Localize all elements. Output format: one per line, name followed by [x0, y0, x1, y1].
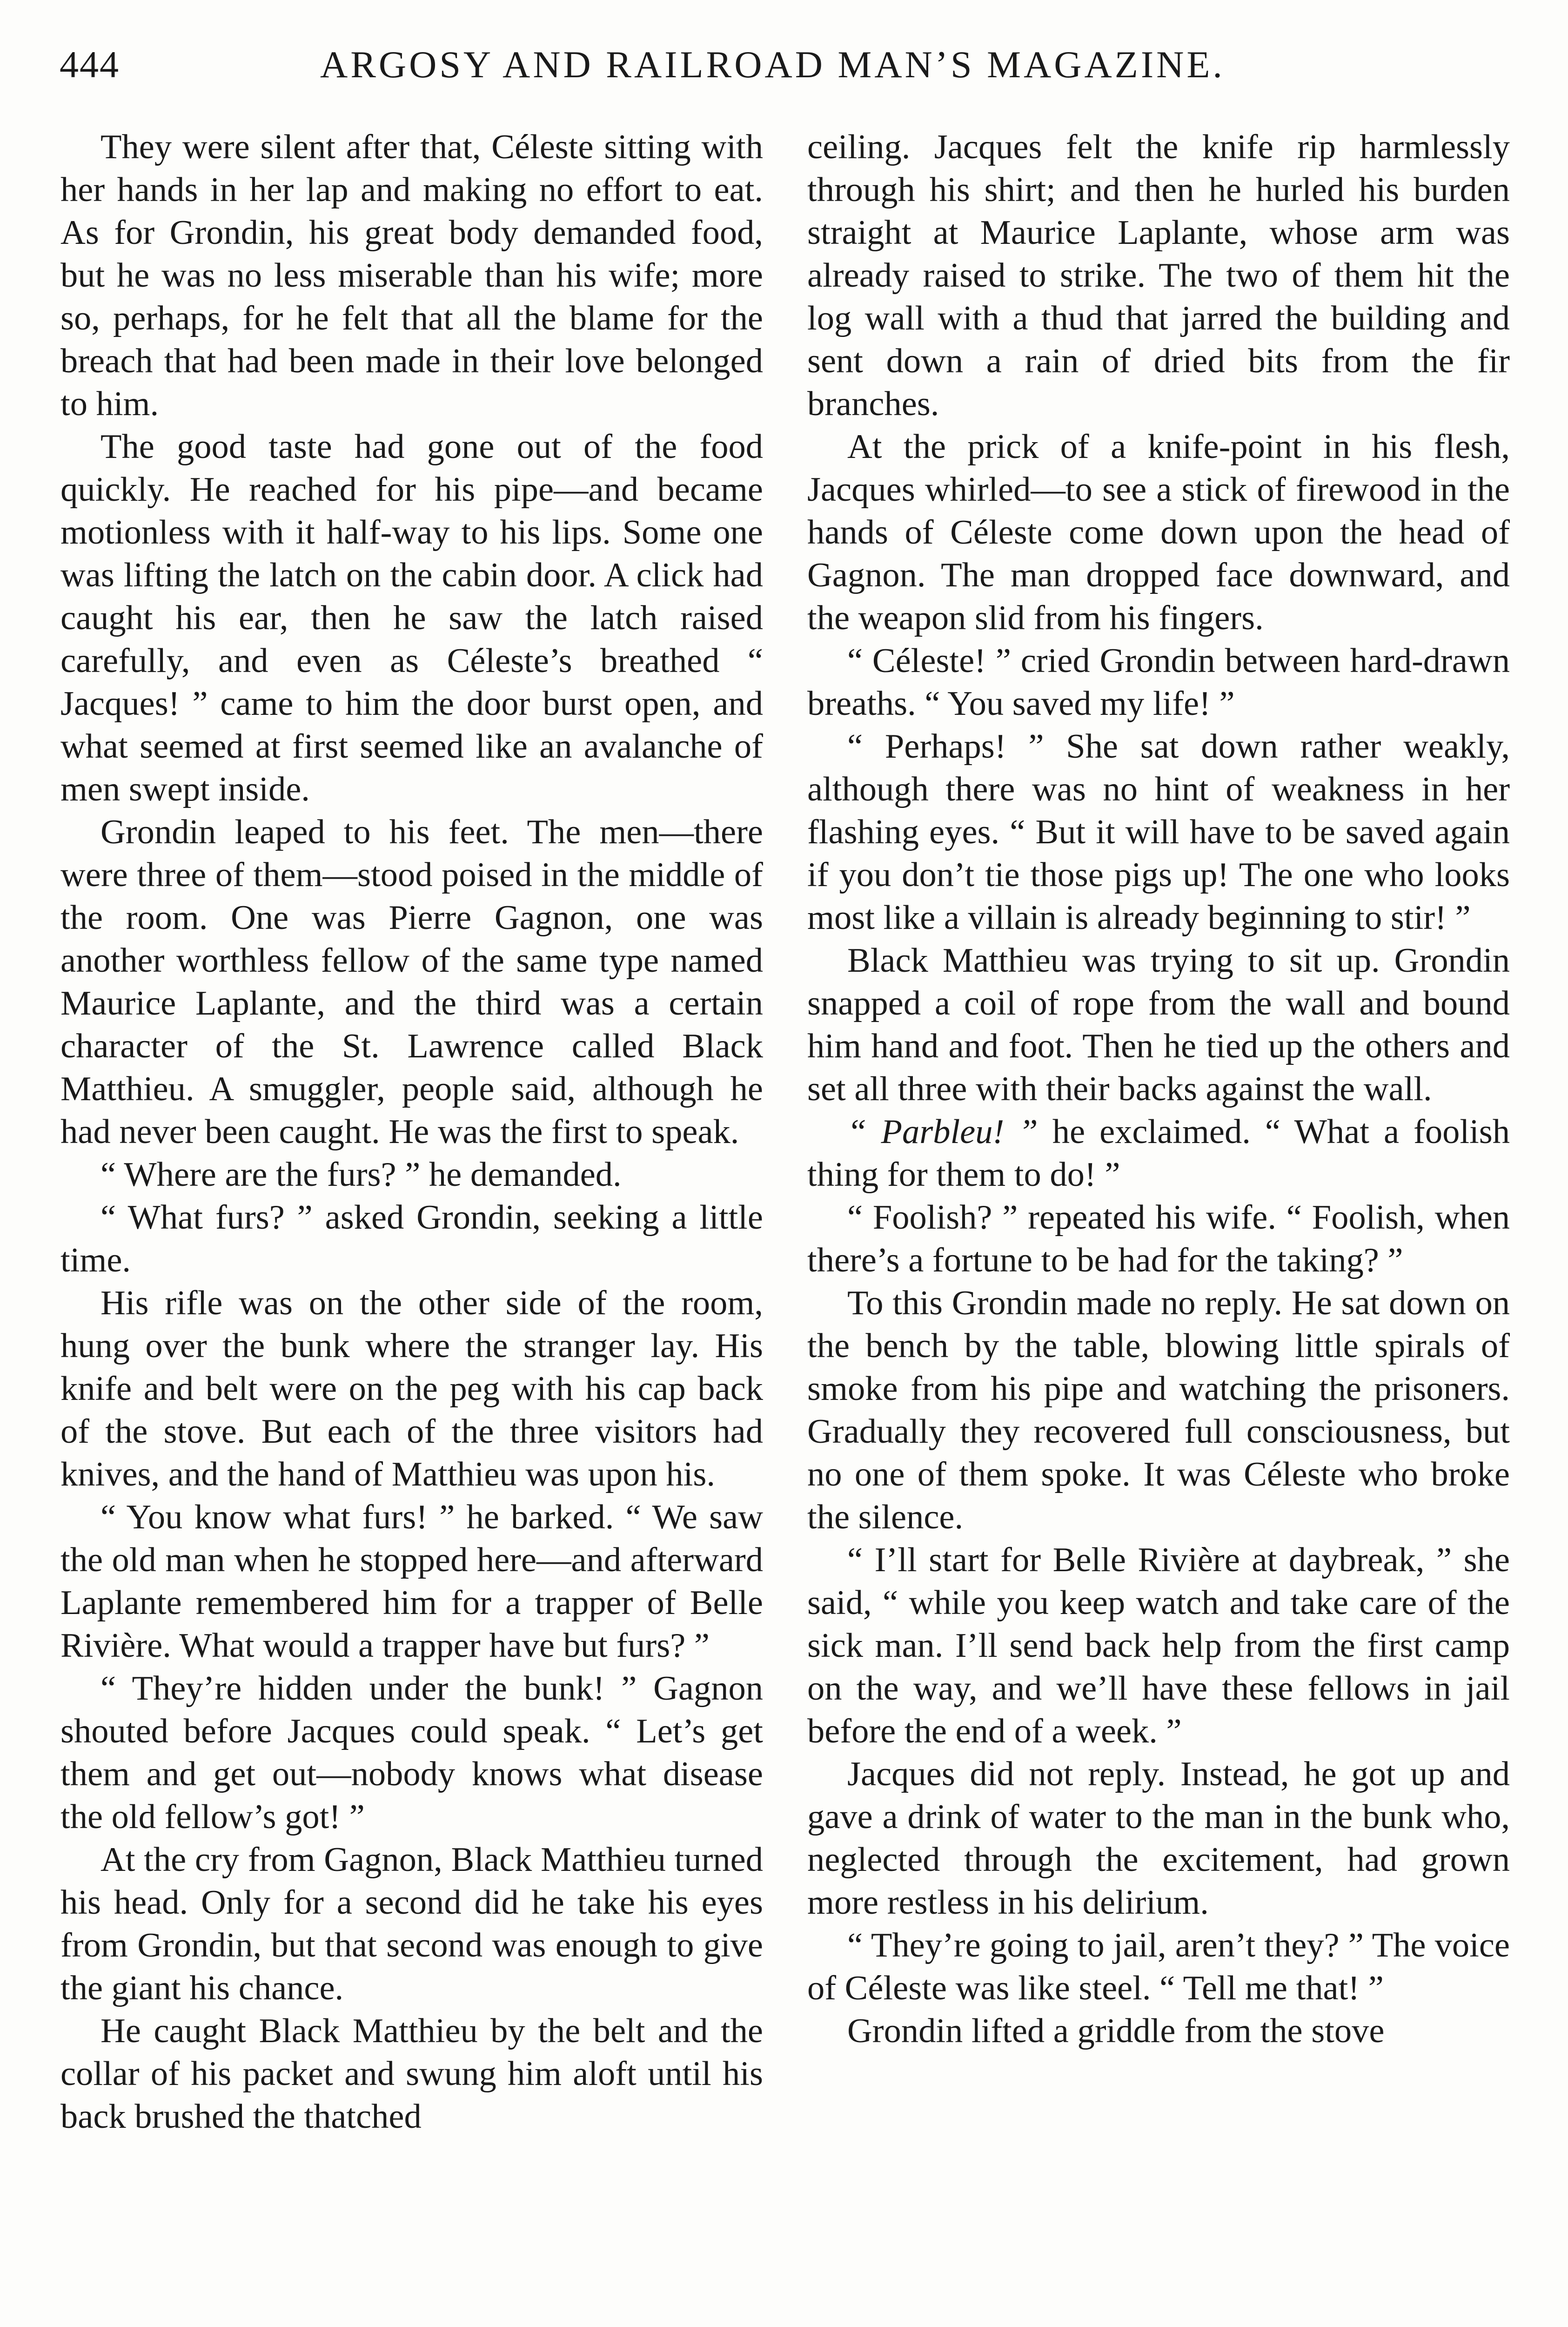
paragraph: “ Foolish? ” repeated his wife. “ Foolish, when there’s a fortune to be had for the taking? ” — [807, 1198, 1510, 1279]
paragraph: His rifle was on the other side of the room, hung over the bunk where the stranger lay. His knife and belt were on the peg with his cap back of the stove. But each of the three visitors had knives, and the hand of Matthieu was upon his. — [60, 1284, 763, 1493]
paragraph: “ I’ll start for Belle Rivière at daybreak, ” she said, “ while you keep watch and take care of the sick man. I’ll send back help from the first camp on the way, and we’ll have these fellows in jail before the end of a week. ” — [807, 1541, 1510, 1750]
paragraph: “ They’re going to jail, aren’t they? ” The voice of Céleste was like steel. “ Tell me that! ” — [807, 1926, 1510, 2007]
paragraph-text: he exclaimed. “ What a foolish thing for them to do! ” — [807, 1113, 1510, 1194]
paragraph: “ What furs? ” asked Grondin, seeking a little time. — [60, 1198, 763, 1279]
italic-exclamation: “ Parbleu! ” — [847, 1113, 1038, 1151]
paragraph: “ Céleste! ” cried Grondin between hard-drawn breaths. “ You saved my life! ” — [807, 642, 1510, 723]
paragraph: At the prick of a knife-point in his flesh, Jacques whirled—to see a stick of firewood in the hands of Céleste come down upon the head of Gagnon. The man dropped face downward, and the weapon slid from his fingers. — [807, 428, 1510, 637]
paragraph: To this Grondin made no reply. He sat down on the bench by the table, blowing little spirals of smoke from his pipe and watching the prisoners. Gradually they recovered full consciousness, but no one of them spoke. It was Céleste who broke the silence. — [807, 1284, 1510, 1536]
paragraph: “ Where are the furs? ” he demanded. — [101, 1156, 622, 1194]
paragraph: “ You know what furs! ” he barked. “ We saw the old man when he stopped here—and afterward Laplante remembered him for a trapper of Belle Rivière. What would a trapper have but furs? ” — [60, 1498, 763, 1665]
paragraph: Jacques did not reply. Instead, he got up and gave a drink of water to the man in the bunk who, neglected through the excitement, had grown more restless in his delirium. — [807, 1755, 1510, 1922]
page-number: 444 — [60, 43, 120, 86]
paragraph: He caught Black Matthieu by the belt and the collar of his packet and swung him aloft until his back brushed the thatched — [60, 2012, 763, 2136]
paragraph: Black Matthieu was trying to sit up. Grondin snapped a coil of rope from the wall and bound him hand and foot. Then he tied up the others and set all three with their backs against the wall. — [807, 942, 1510, 1108]
paragraph-continued: ceiling. Jacques felt the knife rip harmlessly through his shirt; and then he hurled his burden straight at Maurice Laplante, whose arm was already raised to strike. The two of them hit the log wall with a thud that jarred the building and sent down a rain of dried bits from the fir branches. — [807, 128, 1510, 423]
paragraph — [807, 1110, 1510, 1196]
paragraph: At the cry from Gagnon, Black Matthieu turned his head. Only for a second did he take his eyes from Grondin, but that second was enough to give the giant his chance. — [60, 1841, 763, 2007]
right-column — [807, 126, 1510, 2052]
page-header — [60, 43, 1511, 99]
paragraph: “ They’re hidden under the bunk! ” Gagnon shouted before Jacques could speak. “ Let’s get them and get out—nobody knows what disease the old fellow’s got! ” — [60, 1669, 763, 1836]
paragraph: The good taste had gone out of the food quickly. He reached for his pipe—and became motionless with it half-way to his lips. Some one was lifting the latch on the cabin door. A click had caught his ear, then he saw the latch raised carefully, and even as Céleste’s breathed “ Jacques! ” came to him the door burst open, and what seemed at first seemed like an avalanche of men swept inside. — [60, 428, 763, 808]
paragraph: “ Perhaps! ” She sat down rather weakly, although there was no hint of weakness in her flashing eyes. “ But it will have to be saved again if you don’t tie those pigs up! The one who looks most like a villain is already beginning to stir! ” — [807, 727, 1510, 937]
running-head: ARGOSY AND RAILROAD MAN’S MAGAZINE. — [320, 43, 1225, 86]
left-column — [60, 126, 763, 2138]
paragraph: They were silent after that, Céleste sitting with her hands in her lap and making no effort to eat. As for Grondin, his great body demanded food, but he was no less miserable than his wife; more so, perhaps, for he felt that all the blame for the breach that had been made in their love belonged to him. — [60, 128, 763, 423]
paragraph: Grondin lifted a griddle from the stove — [847, 2012, 1385, 2050]
paragraph: Grondin leaped to his feet. The men—there were three of them—stood poised in the middle of the room. One was Pierre Gagnon, one was another worthless fellow of the same type named Maurice Laplante, and the third was a certain character of the St. Lawrence called Black Matthieu. A smuggler, people said, although he had never been caught. He was the first to speak. — [60, 813, 763, 1151]
